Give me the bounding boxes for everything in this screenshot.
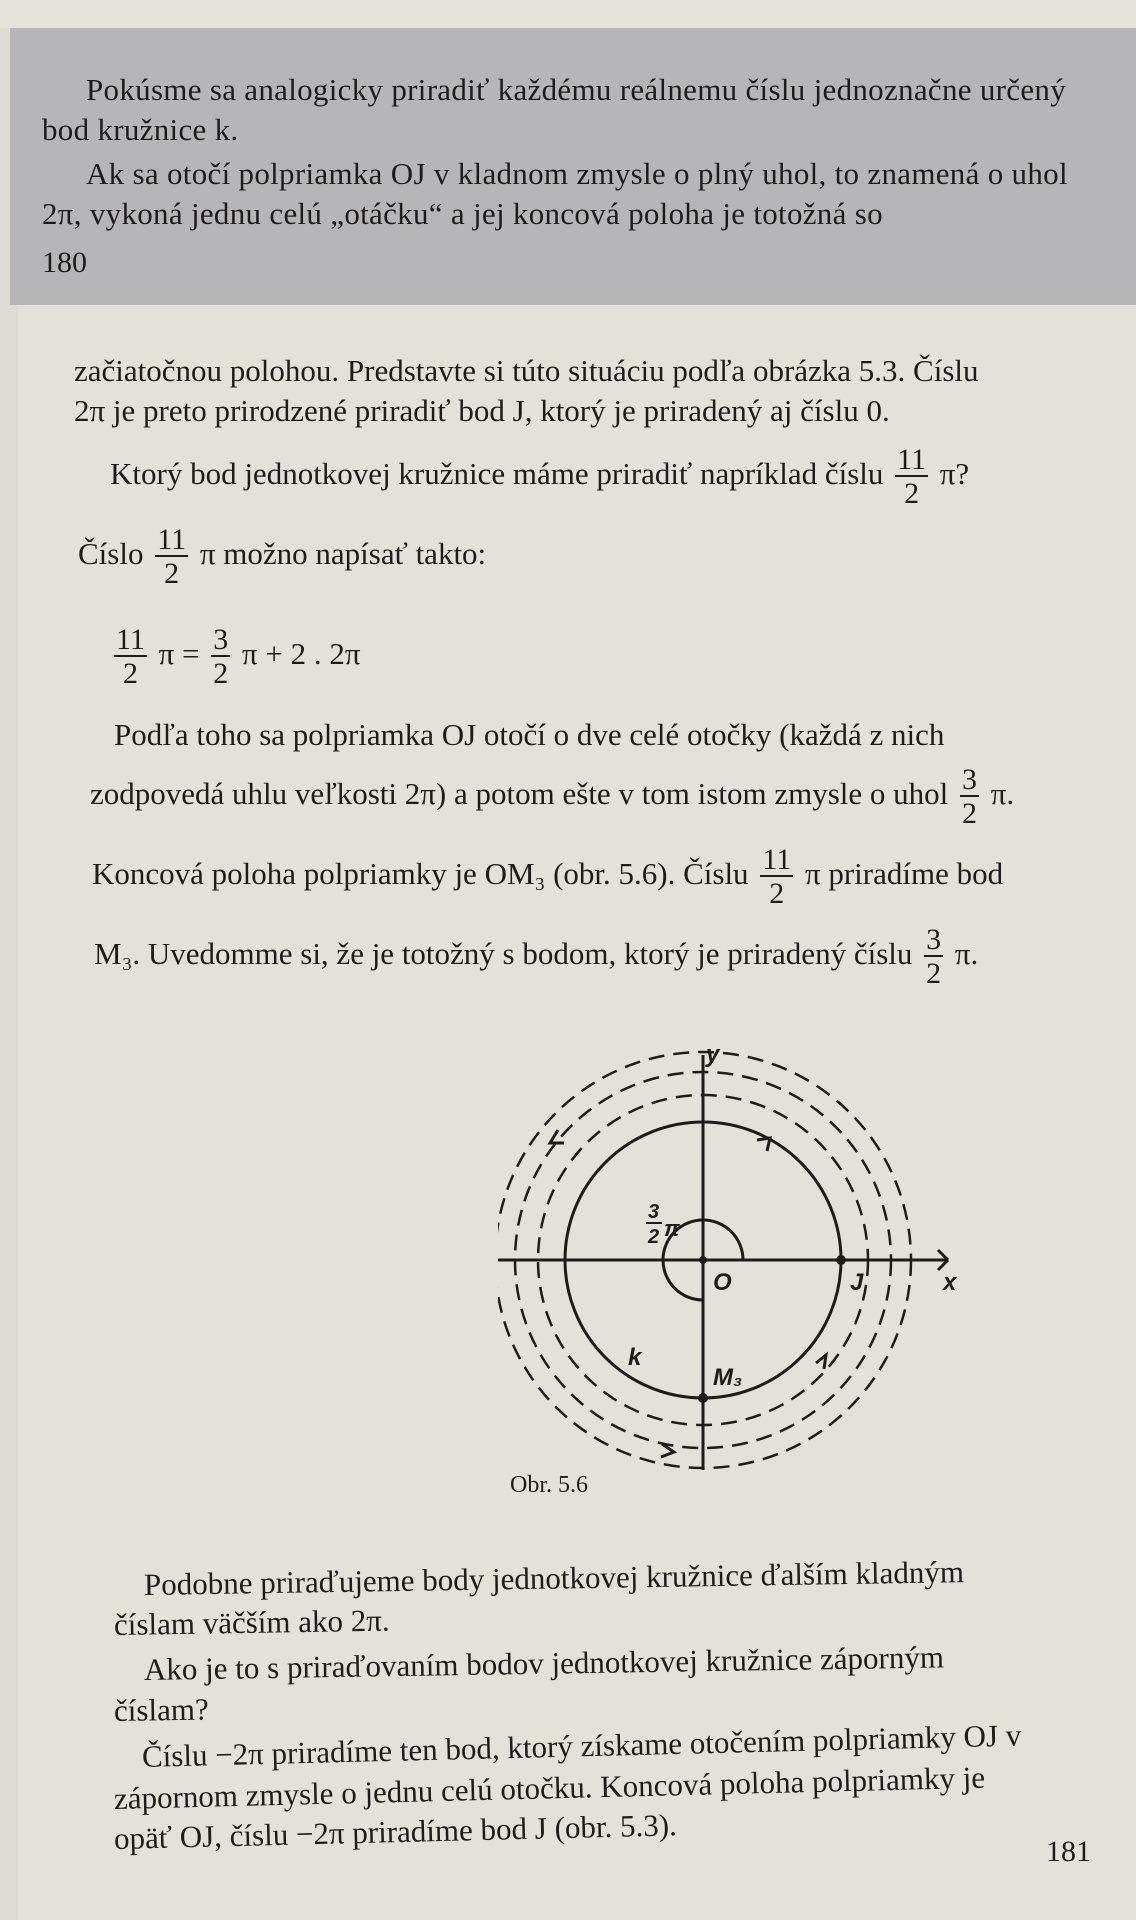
previous-page [10, 28, 1136, 305]
text-line: začiatočnou polohou. Predstavte si túto situáciu podľa obrázka 5.3. Číslu [74, 353, 979, 388]
label-k: k [628, 1344, 642, 1371]
point-j [836, 1255, 846, 1265]
fraction-3-2 [960, 765, 979, 829]
fraction-11-2 [114, 625, 147, 689]
fraction-denominator: 2 [926, 957, 942, 990]
label-o: O [713, 1269, 732, 1296]
text-segment: zodpovedá uhlu veľkosti 2π) a potom ešte v tom istom zmysle o uhol [90, 776, 949, 812]
fraction-11-2 [155, 525, 188, 589]
point-m3 [698, 1393, 708, 1403]
text-line [90, 765, 1014, 829]
text-segment: π. [990, 776, 1015, 812]
top-strip [0, 0, 1136, 28]
figure-caption: Obr. 5.6 [510, 1472, 588, 1498]
text-line: Podobne priraďujeme body jednotkovej kružnice ďalším kladným [143, 1554, 965, 1602]
fraction-numerator: 3 [213, 623, 229, 656]
fraction-denominator: 2 [769, 877, 785, 910]
text-segment: π? [939, 456, 970, 492]
text-segment: π. [954, 936, 979, 972]
text-line: číslam? [113, 1691, 209, 1728]
text-line: číslam väčším ako 2π. [113, 1602, 390, 1642]
fraction-denominator: 2 [962, 797, 977, 830]
equation-segment: π = [158, 636, 200, 672]
arrow-head [816, 1355, 826, 1369]
arrow-head [757, 1138, 770, 1151]
label-x: x [943, 1269, 957, 1296]
text-segment: π možno napísať takto: [199, 536, 487, 572]
fraction-3-2 [924, 925, 943, 989]
text-line [94, 925, 978, 989]
fraction-11-2 [760, 845, 793, 909]
text-line: zápornom zmysle o jednu celú otočku. Koncová poloha polpriamky je [113, 1759, 986, 1816]
text-segment: Číslo [78, 536, 144, 572]
text-line: opäť OJ, číslu −2π priradíme bod J (obr. 5.3). [113, 1807, 678, 1856]
label-m3: M₃ [713, 1364, 743, 1391]
equation-segment: π + 2 . 2π [242, 636, 361, 672]
text-line: Podľa toho sa polpriamka OJ otočí o dve celé otočky (každá z nich [114, 717, 945, 752]
text-line [78, 525, 486, 589]
angle-label-denominator: 2 [648, 1226, 660, 1248]
page-number-180: 180 [42, 246, 87, 279]
equation [110, 625, 361, 689]
label-y: y [706, 1041, 720, 1068]
text-line [92, 845, 1003, 909]
fraction-denominator: 2 [213, 657, 229, 690]
text-segment: π priradíme bod [804, 856, 1004, 892]
fraction-numerator: 11 [897, 443, 927, 476]
previous-page-paragraph-1: Pokúsme sa analogicky priradiť každému reálnemu číslu jednoznačne určený bod kružnice k. [42, 72, 1066, 147]
fraction-numerator: 11 [157, 523, 187, 556]
fraction-numerator: 3 [926, 923, 942, 956]
unit-circle-figure [498, 1040, 958, 1480]
text-segment: M₃. Uvedomme si, že je totožný s bodom, ktorý je priradený číslu [94, 936, 913, 972]
page-number-181: 181 [1046, 1835, 1091, 1868]
point-o [699, 1256, 707, 1264]
text-line: Ako je to s priraďovaním bodov jednotkovej kružnice záporným [143, 1639, 945, 1687]
text-line: 2π je preto prirodzené priradiť bod J, ktorý je priradený aj číslu 0. [74, 393, 890, 428]
question-line [110, 445, 969, 509]
angle-label-pi: π [664, 1216, 680, 1241]
fraction-denominator: 2 [122, 657, 138, 690]
text-line: Číslu −2π priradíme ten bod, ktorý získame otočením polpriamky OJ v [141, 1717, 1022, 1774]
fraction-numerator: 11 [116, 623, 145, 656]
current-page [18, 305, 1136, 1920]
label-j: J [850, 1269, 864, 1296]
fraction-11-2 [895, 445, 928, 509]
fraction-3-2 [211, 625, 230, 689]
angle-label-numerator: 3 [648, 1201, 660, 1223]
previous-page-paragraph-2: Ak sa otočí polpriamka OJ v kladnom zmysle o plný uhol, to znamená o uhol 2π, vykoná jednu celú „otáčku“ a jej koncová poloha je totožná so [42, 156, 1068, 231]
text-segment: Ktorý bod jednotkovej kružnice máme priradiť napríklad číslu [110, 456, 884, 492]
text-segment: Koncová poloha polpriamky je OM₃ (obr. 5.6). Číslu [92, 856, 749, 892]
fraction-numerator: 11 [762, 843, 792, 876]
fraction-denominator: 2 [904, 477, 920, 510]
fraction-numerator: 3 [962, 763, 977, 796]
fraction-denominator: 2 [164, 557, 180, 590]
